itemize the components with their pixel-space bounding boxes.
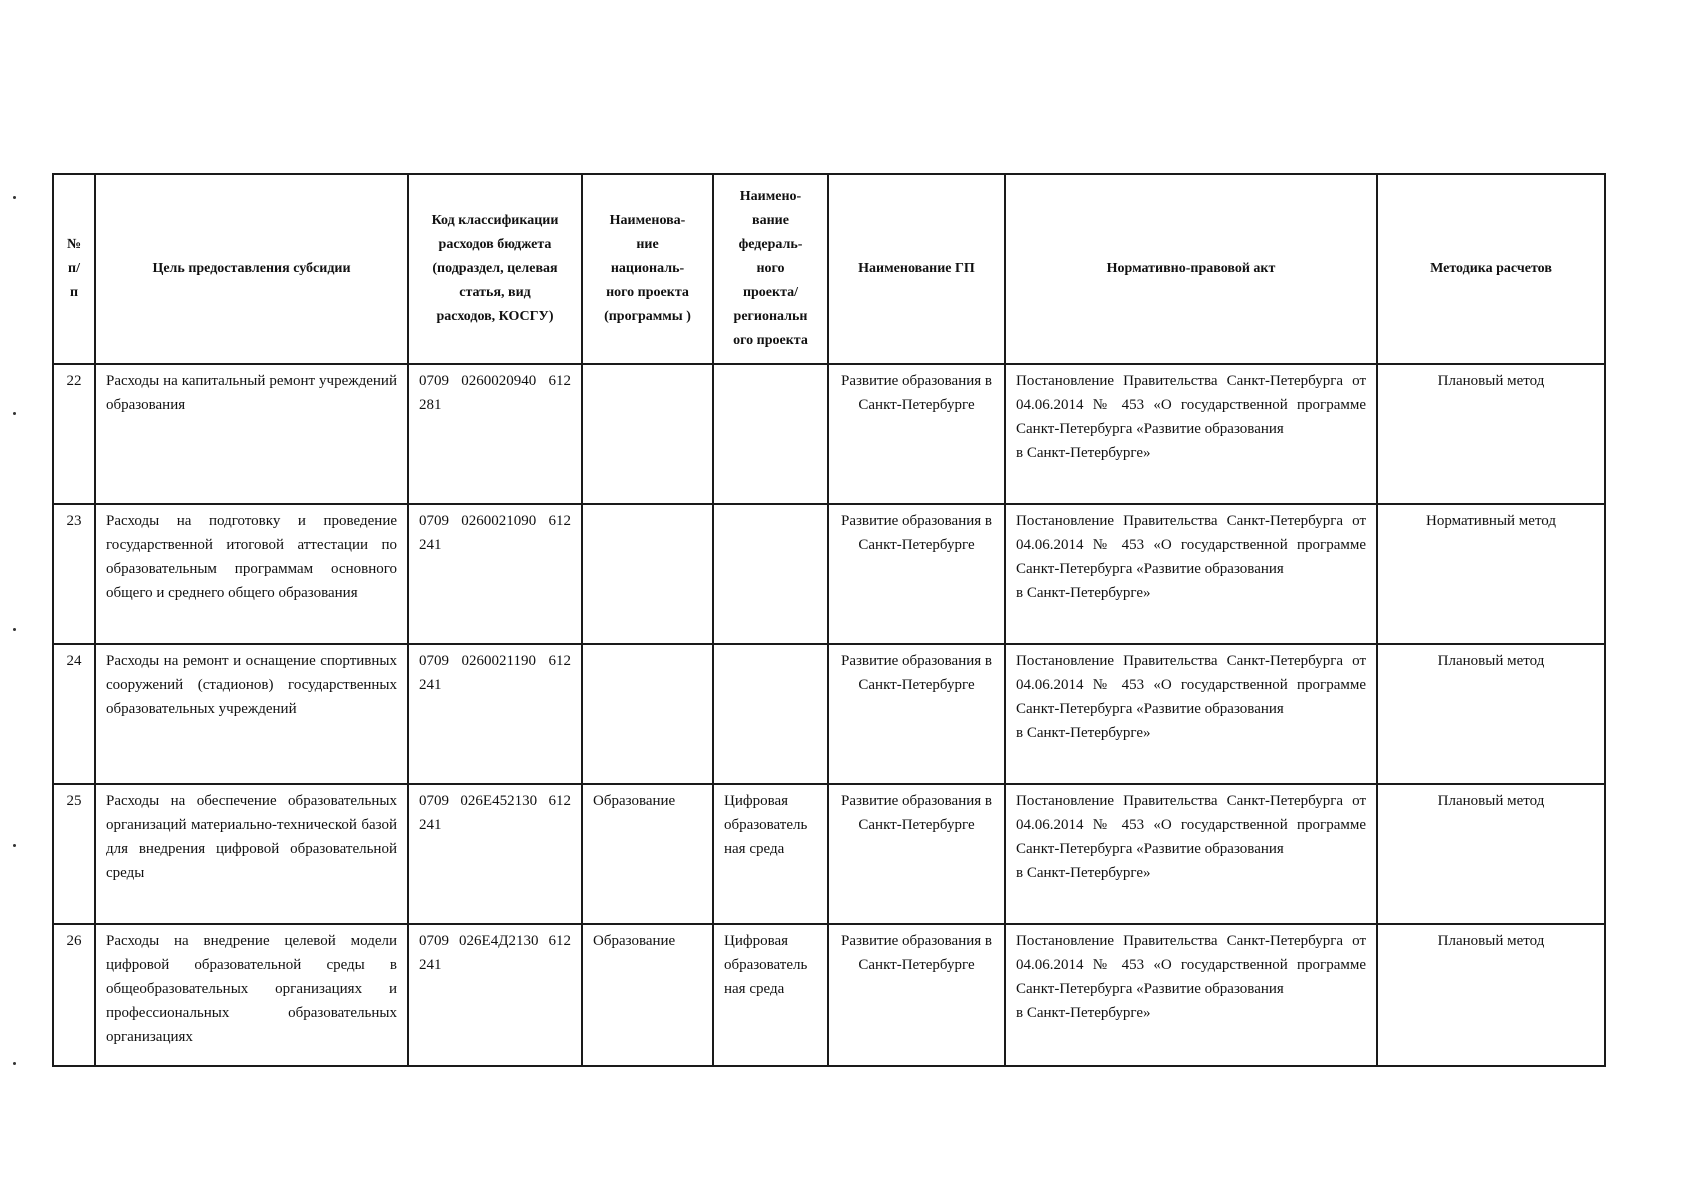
row-npa bbox=[1005, 784, 1377, 924]
table-row bbox=[53, 784, 1605, 924]
header-gp: Наименование ГП bbox=[828, 174, 1005, 364]
header-federal-project: Наимено- вание федераль- ного проекта/ региональн ого проекта bbox=[713, 174, 828, 364]
row-gp: Развитие образования в Санкт-Петербурге bbox=[828, 784, 1005, 924]
table-header-row bbox=[53, 174, 1605, 364]
row-purpose: Расходы на обеспечение образовательных организаций материально-технической базой для внедрения цифровой образовательной среды bbox=[95, 784, 408, 924]
row-purpose: Расходы на капитальный ремонт учреждений образования bbox=[95, 364, 408, 504]
row-code: 0709 026E452130 612 241 bbox=[408, 784, 582, 924]
row-national-project bbox=[582, 364, 713, 504]
row-national-project: Образование bbox=[582, 784, 713, 924]
header-national-project: Наименова- ние националь- ного проекта (программы ) bbox=[582, 174, 713, 364]
row-method: Плановый метод bbox=[1377, 924, 1605, 1066]
row-federal-project bbox=[713, 364, 828, 504]
npa-text: Постановление Правительства Санкт-Петербурга от 04.06.2014 № 453 «О государственной программе Санкт-Петербурга «Развитие образования bbox=[1016, 933, 1366, 997]
margin-mark bbox=[13, 196, 16, 199]
row-national-project bbox=[582, 644, 713, 784]
row-gp: Развитие образования в Санкт-Петербурге bbox=[828, 364, 1005, 504]
margin-mark bbox=[13, 412, 16, 415]
row-method: Плановый метод bbox=[1377, 364, 1605, 504]
row-npa bbox=[1005, 644, 1377, 784]
row-npa bbox=[1005, 504, 1377, 644]
row-number: 24 bbox=[53, 644, 95, 784]
npa-text: Постановление Правительства Санкт-Петербурга от 04.06.2014 № 453 «О государственной программе Санкт-Петербурга «Развитие образования bbox=[1016, 373, 1366, 437]
npa-tail: в Санкт-Петербурге» bbox=[1016, 445, 1151, 461]
row-code: 0709 0260021090 612 241 bbox=[408, 504, 582, 644]
row-code: 0709 0260020940 612 281 bbox=[408, 364, 582, 504]
margin-mark bbox=[13, 1062, 16, 1065]
npa-tail: в Санкт-Петербурге» bbox=[1016, 585, 1151, 601]
row-code: 0709 0260021190 612 241 bbox=[408, 644, 582, 784]
header-method: Методика расчетов bbox=[1377, 174, 1605, 364]
npa-tail: в Санкт-Петербурге» bbox=[1016, 865, 1151, 881]
header-npa: Нормативно-правовой акт bbox=[1005, 174, 1377, 364]
npa-tail: в Санкт-Петербурге» bbox=[1016, 725, 1151, 741]
table-row bbox=[53, 364, 1605, 504]
row-number: 25 bbox=[53, 784, 95, 924]
margin-mark bbox=[13, 844, 16, 847]
table-row bbox=[53, 644, 1605, 784]
row-gp: Развитие образования в Санкт-Петербурге bbox=[828, 504, 1005, 644]
header-purpose: Цель предоставления субсидии bbox=[95, 174, 408, 364]
table-row bbox=[53, 504, 1605, 644]
row-number: 23 bbox=[53, 504, 95, 644]
row-purpose: Расходы на ремонт и оснащение спортивных сооружений (стадионов) государственных образовательных учреждений bbox=[95, 644, 408, 784]
row-national-project: Образование bbox=[582, 924, 713, 1066]
npa-text: Постановление Правительства Санкт-Петербурга от 04.06.2014 № 453 «О государственной программе Санкт-Петербурга «Развитие образования bbox=[1016, 653, 1366, 717]
subsidy-table bbox=[52, 173, 1606, 1067]
npa-tail: в Санкт-Петербурге» bbox=[1016, 1005, 1151, 1021]
row-gp: Развитие образования в Санкт-Петербурге bbox=[828, 924, 1005, 1066]
table-row bbox=[53, 924, 1605, 1066]
row-method: Нормативный метод bbox=[1377, 504, 1605, 644]
row-method: Плановый метод bbox=[1377, 784, 1605, 924]
row-federal-project bbox=[713, 504, 828, 644]
row-method: Плановый метод bbox=[1377, 644, 1605, 784]
npa-text: Постановление Правительства Санкт-Петербурга от 04.06.2014 № 453 «О государственной программе Санкт-Петербурга «Развитие образования bbox=[1016, 793, 1366, 857]
row-purpose: Расходы на подготовку и проведение государственной итоговой аттестации по образовательным программам основного общего и среднего общего образования bbox=[95, 504, 408, 644]
row-number: 22 bbox=[53, 364, 95, 504]
header-code: Код классификации расходов бюджета (подраздел, целевая статья, вид расходов, КОСГУ) bbox=[408, 174, 582, 364]
row-code: 0709 026E4Д2130 612 241 bbox=[408, 924, 582, 1066]
margin-mark bbox=[13, 628, 16, 631]
row-national-project bbox=[582, 504, 713, 644]
row-npa bbox=[1005, 924, 1377, 1066]
row-gp: Развитие образования в Санкт-Петербурге bbox=[828, 644, 1005, 784]
npa-text: Постановление Правительства Санкт-Петербурга от 04.06.2014 № 453 «О государственной программе Санкт-Петербурга «Развитие образования bbox=[1016, 513, 1366, 577]
row-federal-project: Цифровая образователь ная среда bbox=[713, 924, 828, 1066]
row-npa bbox=[1005, 364, 1377, 504]
header-num: № п/ п bbox=[53, 174, 95, 364]
row-number: 26 bbox=[53, 924, 95, 1066]
row-federal-project: Цифровая образователь ная среда bbox=[713, 784, 828, 924]
row-federal-project bbox=[713, 644, 828, 784]
row-purpose: Расходы на внедрение целевой модели цифровой образовательной среды в общеобразовательных организациях и профессиональных образовательных организациях bbox=[95, 924, 408, 1066]
